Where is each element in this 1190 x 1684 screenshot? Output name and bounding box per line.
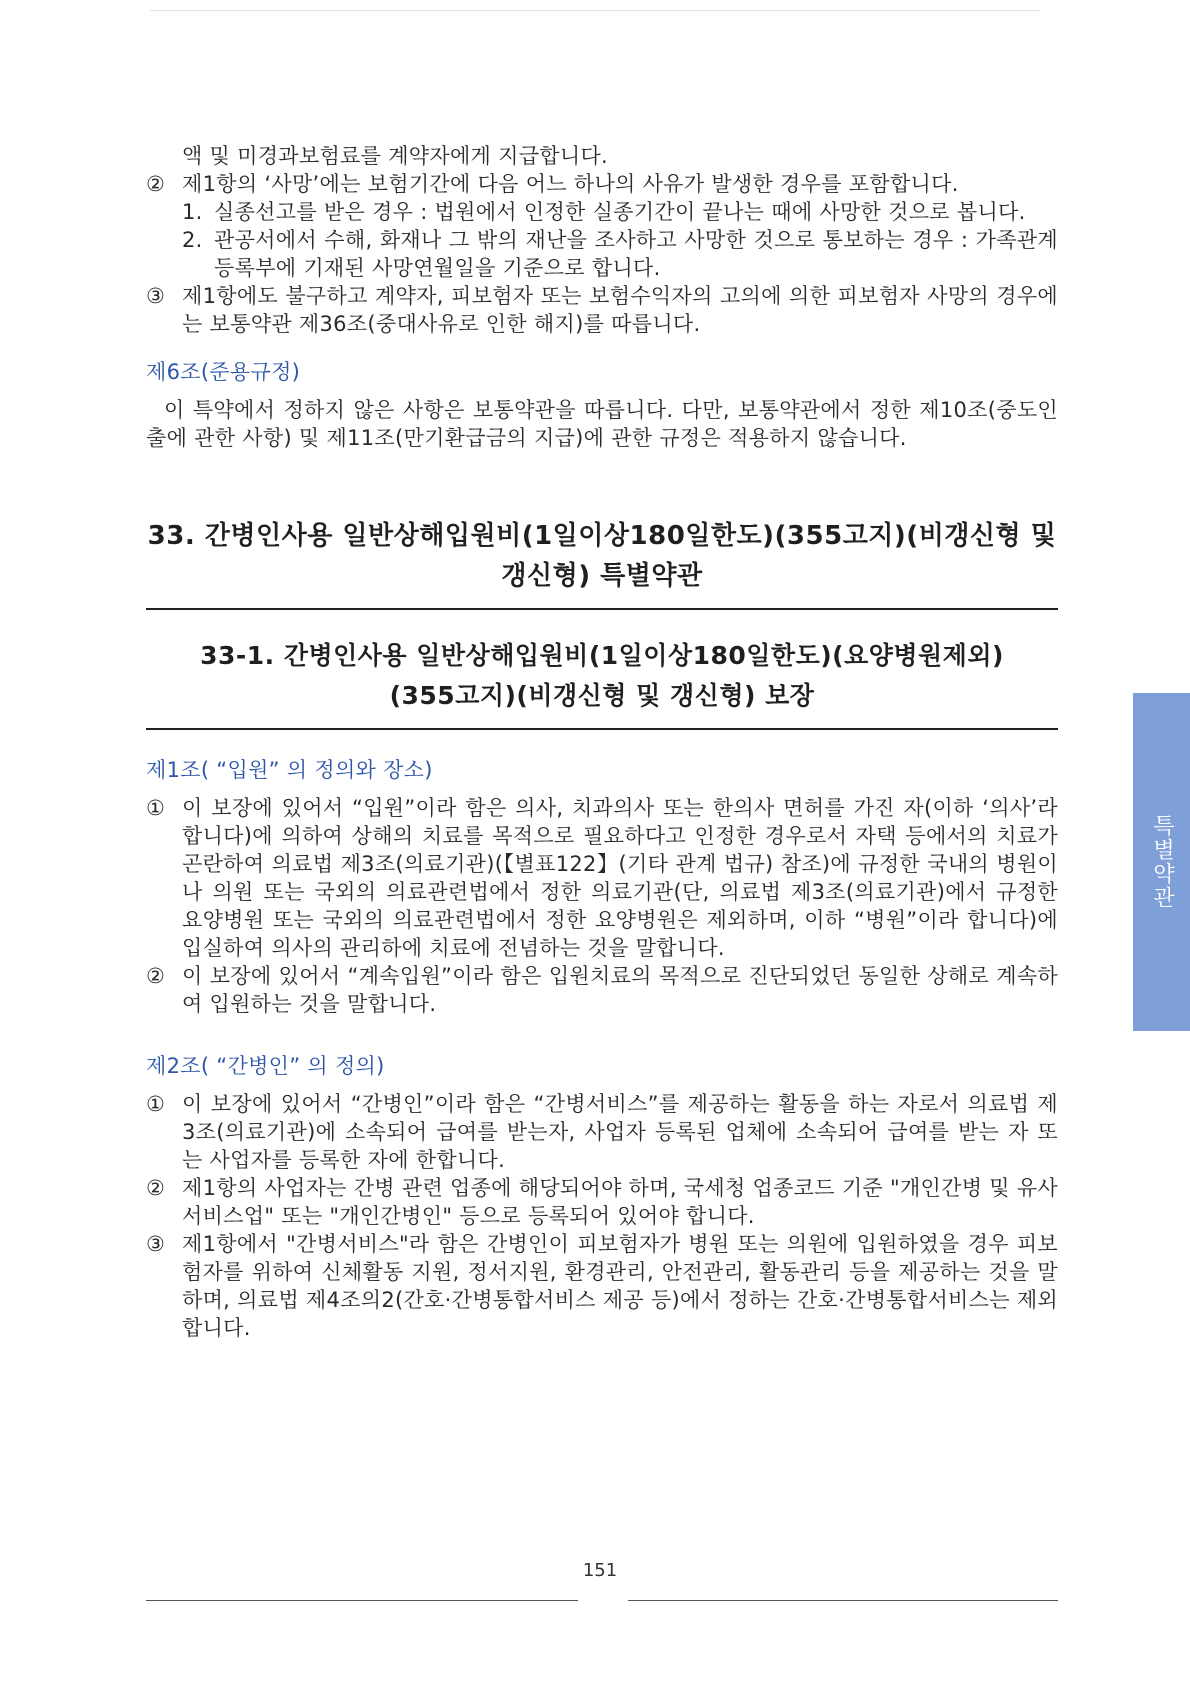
item-mark: ② bbox=[146, 1176, 166, 1200]
footer-line-left bbox=[146, 1600, 578, 1601]
item-text: 제1항에도 불구하고 계약자, 피보험자 또는 보험수익자의 고의에 의한 피보험자 사망의 경우에는 보통약관 제36조(중대사유로 인한 해지)를 따릅니다. bbox=[182, 284, 1058, 336]
intro-continuation: 액 및 미경과보험료를 계약자에게 지급합니다. bbox=[182, 144, 609, 168]
item-text: 제1항의 사업자는 간병 관련 업종에 해당되어야 하며, 국세청 업종코드 기준 "개인간병 및 유사 서비스업" 또는 "개인간병인" 등으로 등록되어 있어야 합니다. bbox=[182, 1176, 1058, 1228]
item-mark: ① bbox=[146, 796, 166, 820]
article-2-item-2 bbox=[146, 1174, 1058, 1230]
section-33-line-2: 갱신형) 특별약관 bbox=[501, 561, 703, 591]
subitem-mark: 1. bbox=[182, 200, 203, 224]
item-text: 이 보장에 있어서 “입원”이라 함은 의사, 치과의사 또는 한의사 면허를 가진 자(이하 ‘의사’라 합니다)에 의하여 상해의 치료를 목적으로 필요하다고 인정한 경우로서 자택 등에서의 치료가 곤란하여 의료법 제3조(의료기관)(【별표122】(기타 관계 법규) 참조)에 규정한 국내의 병원이나 의원 또는 국외의 의료관련법에서 정한 의료기관(단, 의료법 제3조(의료기관)에서 규정한 요양병원 또는 국외의 의료관련법에서 정한 요양병원은 제외하며, 이하 “병원”이라 합니다)에 입실하여 의사의 관리하에 치료에 전념하는 것을 말합니다. bbox=[182, 796, 1058, 960]
side-tab-label: 특별약관 bbox=[1149, 814, 1175, 910]
article-1-item-1 bbox=[146, 794, 1058, 962]
section-33-1-line-1: 33-1. 간병인사용 일반상해입원비(1일이상180일한도)(요양병원제외) bbox=[200, 641, 1004, 670]
article-6-body: 이 특약에서 정하지 않은 사항은 보통약관을 따릅니다. 다만, 보통약관에서 정한 제10조(중도인출에 관한 사항) 및 제11조(만기환급금의 지급)에 관한 규정은 적용하지 않습니다. bbox=[146, 398, 1058, 450]
section-33-1-line-2: (355고지)(비갱신형 및 갱신형) 보장 bbox=[389, 681, 815, 710]
section-33-heading bbox=[146, 516, 1058, 596]
article-1-title: 제1조( “입원” 의 정의와 장소) bbox=[146, 758, 433, 782]
section-33-rule bbox=[146, 608, 1058, 610]
section-33-1-rule bbox=[146, 728, 1058, 730]
top-rule bbox=[150, 10, 1040, 11]
item-text: 제1항의 ‘사망’에는 보험기간에 다음 어느 하나의 사유가 발생한 경우를 포함합니다. bbox=[182, 172, 959, 196]
article-1-item-2 bbox=[146, 962, 1058, 1018]
item-text: 제1항에서 "간병서비스"라 함은 간병인이 피보험자가 병원 또는 의원에 입원하였을 경우 피보험자를 위하여 신체활동 지원, 정서지원, 환경관리, 안전관리, 활동관리 등을 제공하는 것을 말하며, 의료법 제4조의2(간호·간병통합서비스 제공 등)에서 정하는 간호·간병통합서비스는 제외합니다. bbox=[182, 1232, 1058, 1340]
side-tab bbox=[1133, 693, 1190, 1031]
article-6-title: 제6조(준용규정) bbox=[146, 360, 301, 384]
page-number: 151 bbox=[582, 1560, 618, 1581]
article-2-item-3 bbox=[146, 1230, 1058, 1342]
article-2-title: 제2조( “간병인” 의 정의) bbox=[146, 1054, 385, 1078]
item-text: 이 보장에 있어서 “계속입원”이라 함은 입원치료의 목적으로 진단되었던 동일한 상해로 계속하여 입원하는 것을 말합니다. bbox=[182, 964, 1058, 1016]
subitem-mark: 2. bbox=[182, 228, 203, 252]
subitem-text: 실종선고를 받은 경우 : 법원에서 인정한 실종기간이 끝나는 때에 사망한 것으로 봅니다. bbox=[214, 200, 1026, 224]
subitem-text: 관공서에서 수해, 화재나 그 밖의 재난을 조사하고 사망한 것으로 통보하는 경우 : 가족관계등록부에 기재된 사망연월일을 기준으로 합니다. bbox=[214, 228, 1058, 280]
item-mark: ③ bbox=[146, 1232, 166, 1256]
section-33-line-1: 33. 간병인사용 일반상해입원비(1일이상180일한도)(355고지)(비갱신형 및 bbox=[147, 521, 1057, 551]
article-2-item-1 bbox=[146, 1090, 1058, 1174]
section-33-1-heading bbox=[146, 636, 1058, 716]
document-body bbox=[146, 142, 1058, 1342]
item-mark: ① bbox=[146, 1092, 166, 1116]
item-mark: ② bbox=[146, 172, 166, 196]
item-mark: ② bbox=[146, 964, 166, 988]
intro-subitem-1 bbox=[182, 198, 1058, 226]
footer-line-right bbox=[628, 1600, 1058, 1601]
item-mark: ③ bbox=[146, 284, 166, 308]
intro-item-2 bbox=[146, 170, 1058, 198]
item-text: 이 보장에 있어서 “간병인”이라 함은 “간병서비스”를 제공하는 활동을 하는 자로서 의료법 제3조(의료기관)에 소속되어 급여를 받는자, 사업자 등록된 업체에 소속되어 급여를 받는 자 또는 사업자를 등록한 자에 한합니다. bbox=[182, 1092, 1058, 1172]
intro-item-3 bbox=[146, 282, 1058, 338]
intro-subitem-2 bbox=[182, 226, 1058, 282]
